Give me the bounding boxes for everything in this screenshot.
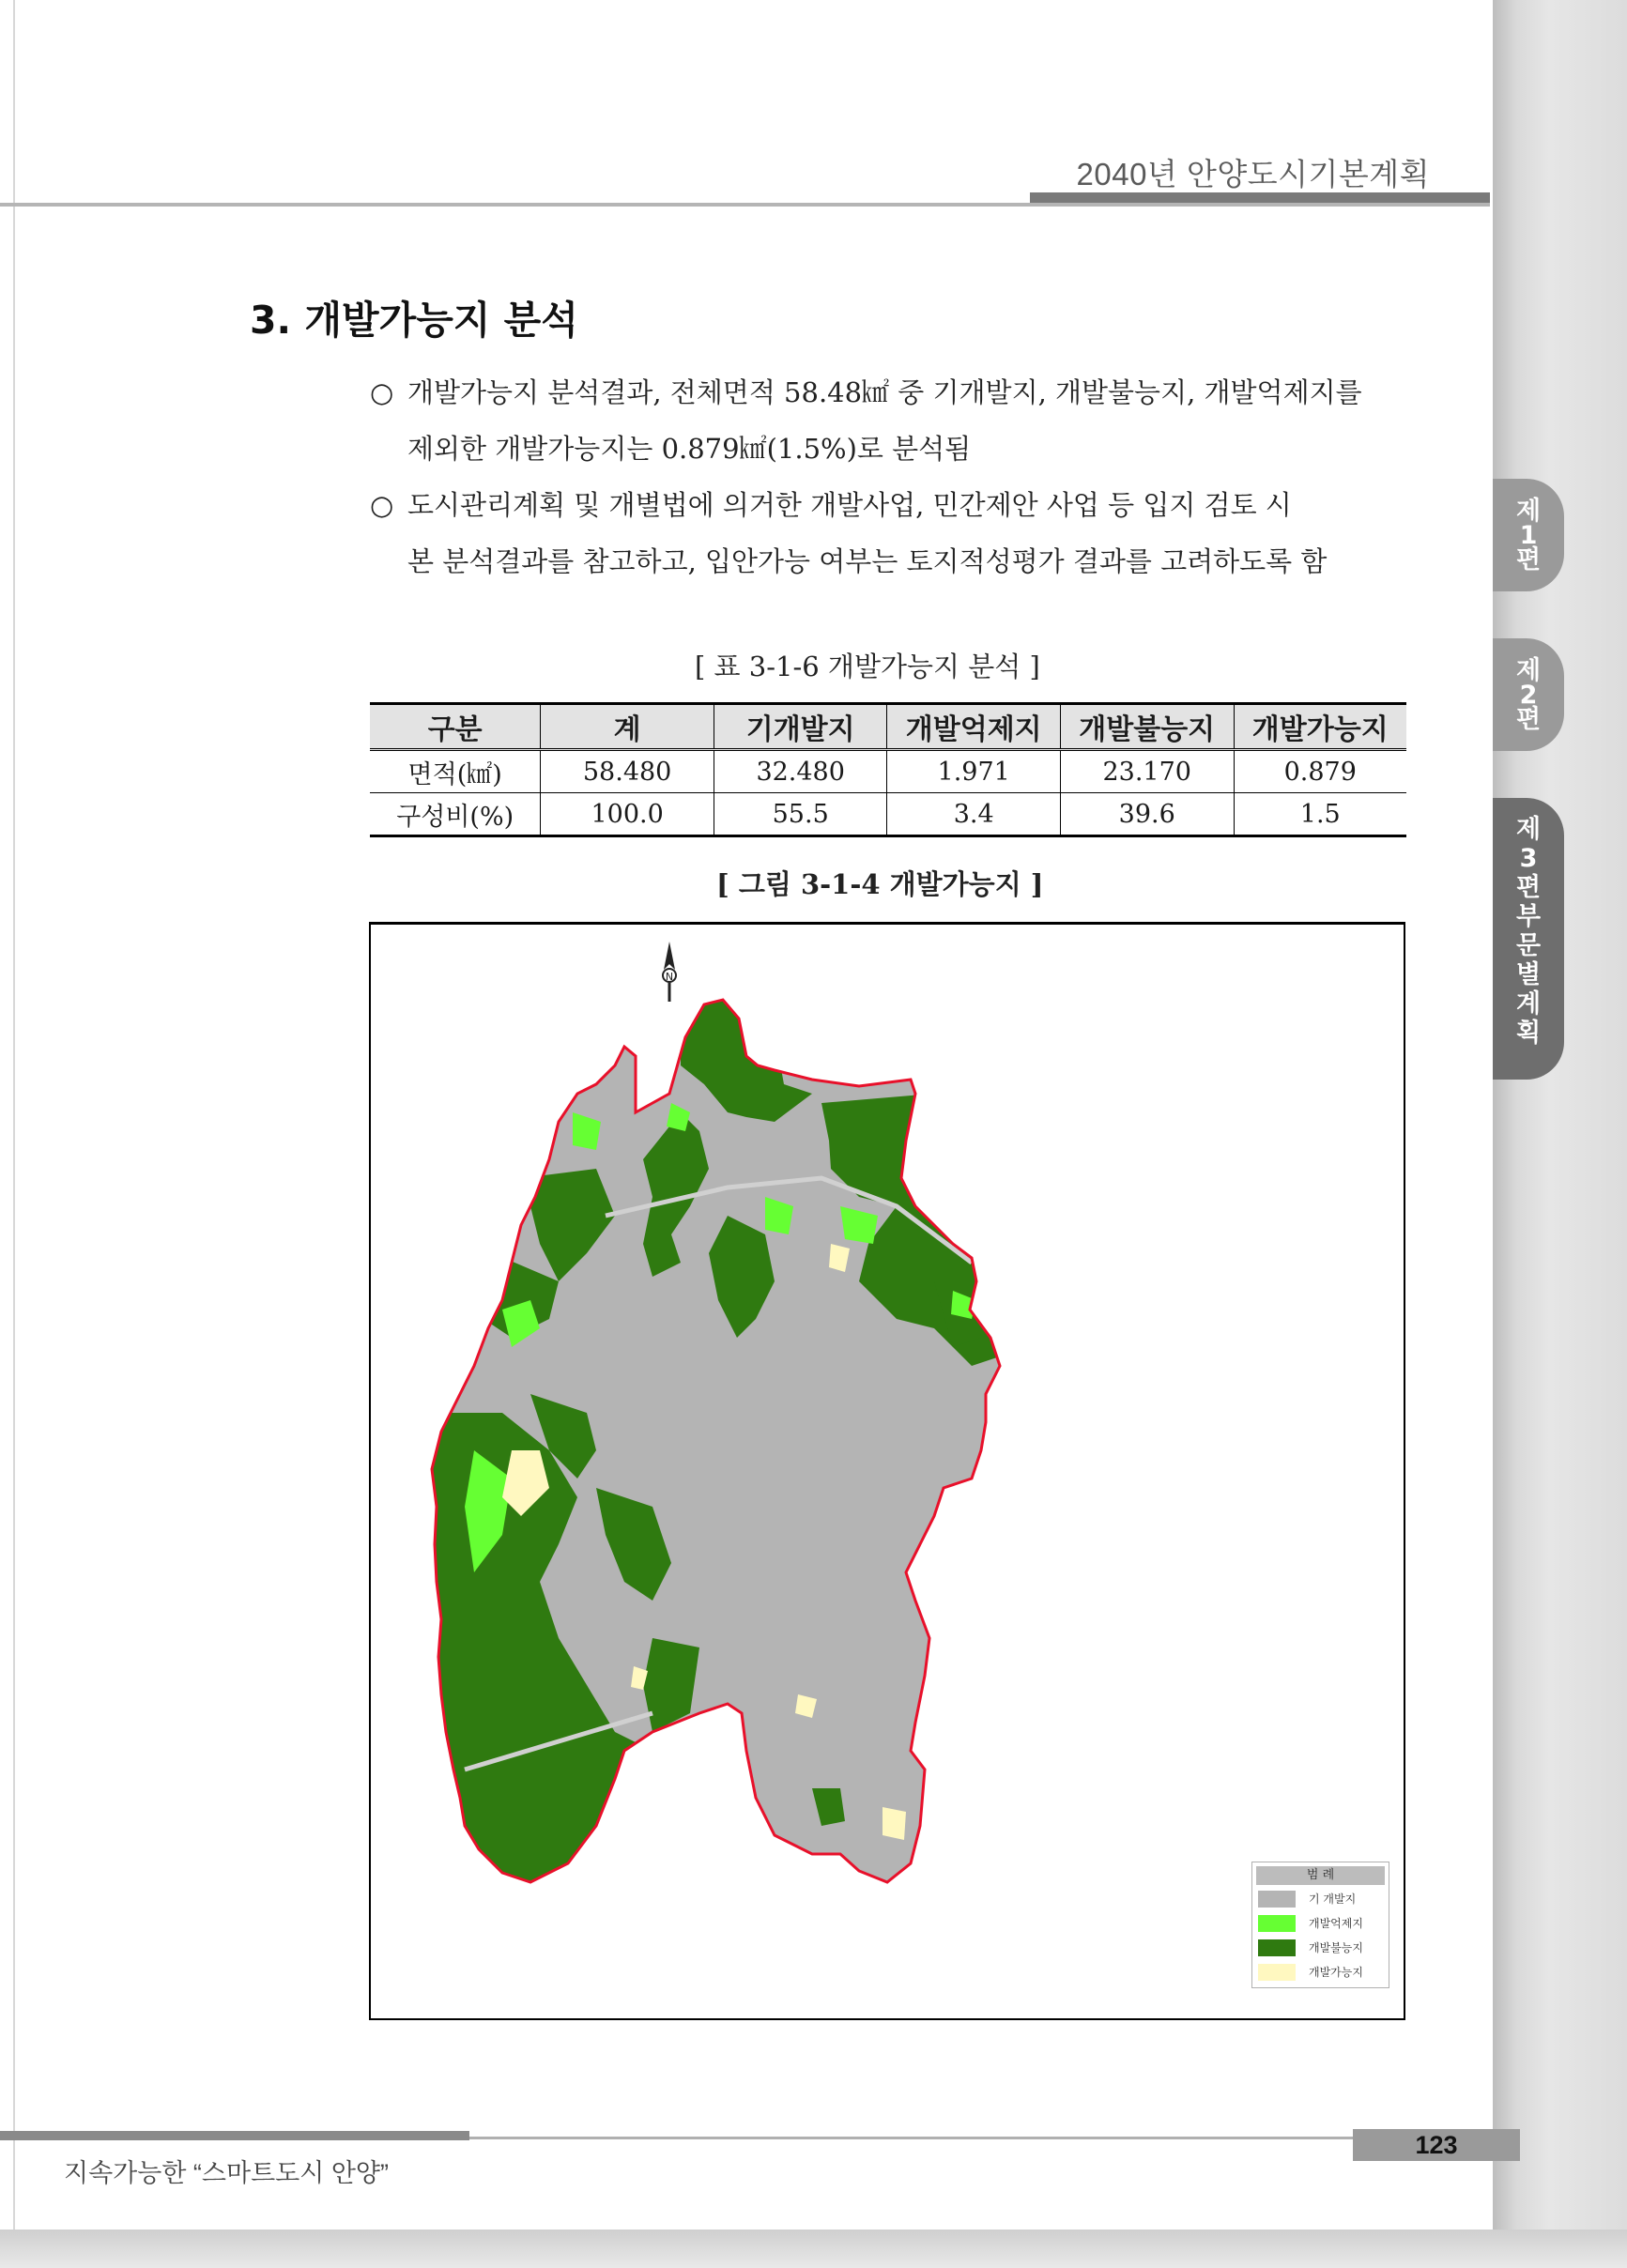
tab-char: 계 — [1515, 989, 1542, 1019]
table-cell: 면적(㎢) — [370, 750, 541, 793]
land-map-figure — [369, 922, 1405, 2020]
table-cell: 58.480 — [541, 750, 714, 793]
legend-swatch — [1258, 1891, 1296, 1908]
development-analysis-table — [370, 702, 1406, 837]
table-cell: 0.879 — [1234, 750, 1406, 793]
side-tab-part-3[interactable] — [1493, 798, 1564, 1080]
land-map — [371, 925, 1404, 2018]
tab-char: 부 — [1515, 902, 1542, 931]
table-header-cell: 기개발지 — [714, 704, 887, 750]
header-rule-dark — [1030, 192, 1490, 203]
header-rule-light — [0, 203, 1490, 207]
legend-label: 개발억제지 — [1309, 1917, 1363, 1930]
map-land-cover — [371, 925, 1404, 2018]
legend-swatch — [1258, 1939, 1296, 1956]
table-cell: 32.480 — [714, 750, 887, 793]
bullet-text-line: 본 분석결과를 참고하고, 입안가능 여부는 토지적성평가 결과를 고려하도록 함 — [407, 545, 1328, 577]
side-tab-part-2[interactable] — [1493, 638, 1564, 751]
tab-char: 편 — [1515, 545, 1542, 575]
tab-char: 2 — [1519, 681, 1538, 710]
footer-rule-dark — [0, 2131, 469, 2140]
table-cell: 1.5 — [1234, 793, 1406, 836]
tab-char: 제 — [1515, 815, 1542, 844]
legend-item — [1258, 1964, 1385, 1981]
table-cell: 100.0 — [541, 793, 714, 836]
bullet-text-line: 제외한 개발가능지는 0.879㎢(1.5%)로 분석됨 — [407, 433, 972, 465]
table-cell: 55.5 — [714, 793, 887, 836]
legend-swatch — [1258, 1964, 1296, 1981]
legend-item — [1258, 1939, 1385, 1956]
legend-label: 개발불능지 — [1309, 1941, 1363, 1954]
table-cell: 3.4 — [887, 793, 1060, 836]
bullet-mark: ○ — [370, 376, 394, 408]
page-bottom-shadow — [0, 2230, 1627, 2268]
legend-item — [1258, 1915, 1385, 1932]
table-cell: 39.6 — [1060, 793, 1234, 836]
north-arrow-icon — [663, 942, 676, 1002]
tab-char: 제 — [1515, 497, 1542, 526]
figure-caption: [ 그림 3-1-4 개발가능지 ] — [716, 868, 1044, 900]
tab-char: 획 — [1515, 1019, 1542, 1048]
section-title: 3. 개발가능지 분석 — [250, 298, 578, 343]
tab-char: 3 — [1519, 844, 1538, 873]
table-cell: 1.971 — [887, 750, 1060, 793]
tab-char: 문 — [1515, 931, 1542, 960]
table-header-cell: 개발가능지 — [1234, 704, 1406, 750]
header-title: 2040년 안양도시기본계획 — [1076, 157, 1430, 192]
legend-label: 기 개발지 — [1309, 1893, 1357, 1906]
tab-char: 1 — [1519, 521, 1538, 550]
bullet-text-line: 도시관리계획 및 개별법에 의거한 개발사업, 민간제안 사업 등 입지 검토 시 — [407, 489, 1292, 521]
legend-item — [1258, 1891, 1385, 1908]
page-number: 123 — [1415, 2131, 1458, 2159]
table-row — [370, 793, 1406, 836]
footer-slogan: 지속가능한 “스마트도시 안양” — [64, 2159, 389, 2187]
table-header-row — [370, 704, 1406, 750]
table-header-cell: 개발불능지 — [1060, 704, 1234, 750]
map-legend — [1251, 1862, 1389, 1988]
page-left-edge — [13, 0, 15, 2230]
table-cell: 23.170 — [1060, 750, 1234, 793]
bullet-mark: ○ — [370, 489, 394, 521]
table-header-cell: 개발억제지 — [887, 704, 1060, 750]
side-tab-part-1[interactable] — [1493, 479, 1564, 591]
table-header-cell: 구분 — [370, 704, 541, 750]
table-row — [370, 750, 1406, 793]
tab-char: 편 — [1515, 705, 1542, 734]
legend-label: 개발가능지 — [1309, 1966, 1363, 1979]
tab-char: 편 — [1515, 873, 1542, 902]
tab-char: 제 — [1515, 656, 1542, 685]
north-label: N — [665, 971, 674, 983]
page-edge-shadow — [1493, 0, 1627, 2268]
legend-swatch — [1258, 1915, 1296, 1932]
table-caption: [ 표 3-1-6 개발가능지 분석 ] — [695, 651, 1040, 682]
table-cell: 구성비(%) — [370, 793, 541, 836]
bullet-text-line: 개발가능지 분석결과, 전체면적 58.48㎢ 중 기개발지, 개발불능지, 개발억제지를 — [407, 376, 1362, 408]
table-header-cell: 계 — [541, 704, 714, 750]
tab-char: 별 — [1515, 960, 1542, 989]
legend-title: 범 례 — [1256, 1866, 1385, 1885]
